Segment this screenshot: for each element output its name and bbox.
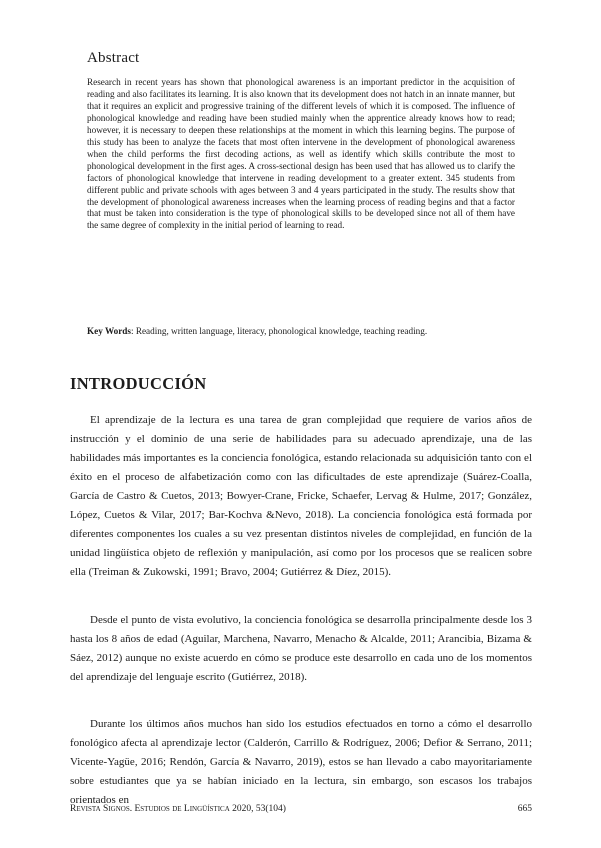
keywords [87, 325, 515, 337]
body-paragraph: Durante los últimos años muchos han sido los estudios efectuados en torno a cómo el desarrollo fonológico afecta al aprendizaje lector (Calderón, Carrillo & Rodríguez, 2006; Defior & Serrano, 2011; Vicente-Yagüe, 2016; Rendón, García & Navarro, 2019), estos se han llevado a cabo mayoritariamente sobre estudiantes que ya se habían iniciado en la lectura, sin embargo, son escasos los trabajos orientados en [70, 718, 532, 807]
body-paragraph: El aprendizaje de la lectura es una tarea de gran complejidad que requiere de varios años de instrucción y el dominio de una serie de habilidades para su adecuado aprendizaje, una de las habilidades más importantes es la conciencia fonológica, estando relacionada su adquisición tanto con el éxito en el proceso de alfabetización como con las dificultades de este aprendizaje (Suárez-Coalla, García de Castro & Cuetos, 2013; Bowyer-Crane, Fricke, Schaefer, Lervag & Hulme, 2017; González, López, Cuetos & Vilar, 2017; Bar-Kochva &Nevo, 2018). La conciencia fonológica está formada por diferentes componentes los cuales a su vez presentan distintos niveles de complejidad, en función de la unidad lingüística objeto de reflexión y manipulación, así como por los procesos que se realicen sobre ella (Treiman & Zukowski, 1991; Bravo, 2004; Gutiérrez & Díez, 2015). [70, 414, 532, 579]
keywords-label: Key Words [87, 326, 131, 336]
keywords-text: : Reading, written language, literacy, phonological knowledge, teaching reading. [131, 326, 428, 336]
page-number: 665 [517, 804, 532, 814]
abstract-body: Research in recent years has shown that phonological awareness is an important predictor in the acquisition of reading and also facilitates its learning. It is also known that its development does not hatch in an innate manner, but that it requires an explicit and progressive training of the different levels of which it is composed. The influence of phonological knowledge and reading have been studied mainly when the apprentice already knows how to read; however, it is necessary to deepen these relationships at the moment in which this learning begins. The purpose of this study has been to analyze the facets that most often intervene in the development of phonological awareness when the child performs the first decoding actions, as well as identify which skills contribute the most to phonological development in the first ages. A cross-sectional design has been used that has allowed us to clarify the factors of phonological knowledge that intervene in reading development to a greater extent. 345 students from different public and private schools with ages between 3 and 4 years participated in the study. The results show that the development of phonological awareness increases when the learning process of reading begins and that a factor that must be taken into consideration is the type of phonological skills to be developed since not all of them have the same degree of complexity in the initial period of learning to read. [87, 77, 515, 231]
abstract-title: Abstract [87, 50, 140, 66]
footer-journal: Revista Signos. Estudios de Lingüística 2020, 53(104) [70, 804, 286, 814]
section-heading: INTRODUCCIÓN [70, 374, 207, 393]
body-paragraph: Desde el punto de vista evolutivo, la conciencia fonológica se desarrolla principalmente desde los 3 hasta los 8 años de edad (Aguilar, Marchena, Navarro, Menacho & Alcalde, 2011; Arancibia, Bizama & Sáez, 2012) aunque no existe acuerdo en cómo se produce este desarrollo en cada uno de los momentos del aprendizaje del lenguaje escrito (Gutiérrez, 2018). [70, 614, 532, 684]
